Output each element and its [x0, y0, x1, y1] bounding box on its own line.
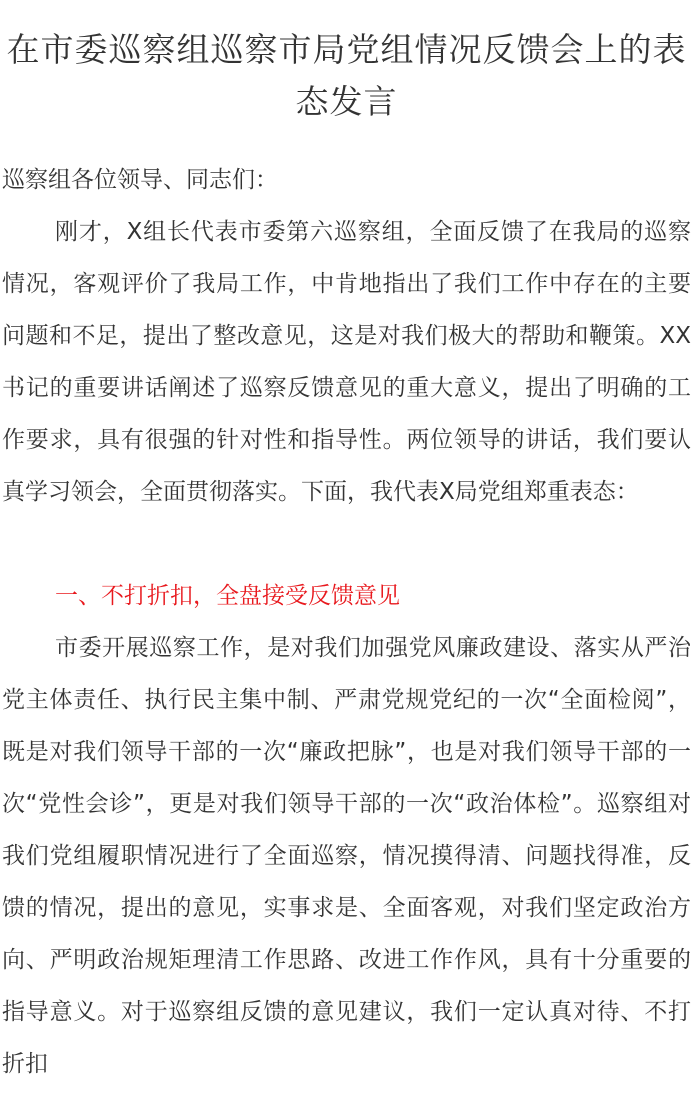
section-heading: 一、不打折扣，全盘接受反馈意见 — [55, 583, 400, 609]
paragraph-section-1: 市委开展巡察工作，是对我们加强党风廉政建设、落实从严治党主体责任、执行民主集中制、严肃党规党纪的一次“全面检阅”，既是对我们领导干部的一次“廉政把脉”，也是对我们领导干部的一次“党性会诊”，更是对我们领导干部的一次“政治体检”。巡察组对我们党组履职情况进行了全面巡察，情况摸得清、问题找得准，反馈的情况，提出的意见，实事求是、全面客观，对我们坚定政治方向、严明政治规矩理清工作思路、改进工作作风，具有十分重要的指导意义。对于巡察组反馈的意见建议，我们一定认真对待、不打折扣 — [2, 635, 691, 1077]
salutation: 巡察组各位领导、同志们： — [2, 167, 278, 193]
document-title: 在市委巡察组巡察市局党组情况反馈会上的表态发言 — [6, 30, 687, 121]
paragraph-intro: 刚才，X组长代表市委第六巡察组，全面反馈了在我局的巡察情况，客观评价了我局工作，中肯地指出了我们工作中存在的主要问题和不足，提出了整改意见，这是对我们极大的帮助和鞭策。XX书记的重要讲话阐述了巡察反馈意见的重大意义，提出了明确的工作要求，具有很强的针对性和指导性。两位领导的讲话，我们要认真学习领会，全面贯彻落实。下面，我代表X局党组郑重表态： — [2, 219, 691, 505]
